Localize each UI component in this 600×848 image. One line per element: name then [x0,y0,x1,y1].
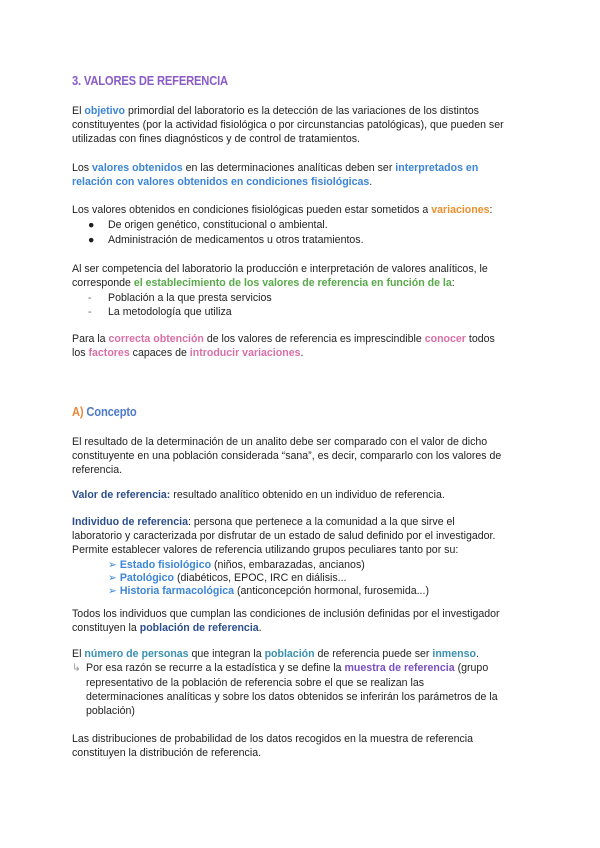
keyword-objetivo: objetivo [84,105,125,117]
paragraph-distribuciones: Las distribuciones de probabilidad de los datos recogidos en la muestra de referencia constituyen la distribución de referencia. [72,733,474,760]
keyword-variaciones: variaciones [431,204,490,216]
section-title-valores-referencia: 3. VALORES DE REFERENCIA [72,73,228,88]
paragraph-poblacion-referencia: Todos los individuos que cumplan las condiciones de inclusión definidas por el investigador constituyen la población de referencia. [72,608,500,635]
list-item: - La metodología que utiliza [88,306,232,318]
keyword-muestra-referencia: muestra de referencia [344,662,455,674]
paragraph-objetivo: El objetivo primordial del laboratorio es la detección de las variaciones de los distintos constituyentes (por la actividad fisiológica o por circunstancias patológicas), que pueden ser utilizadas con fines diagnósticos y de control de tratamientos. [72,105,504,146]
keyword-inmenso: inmenso [432,648,476,660]
return-arrow-icon: ↳ [72,662,81,674]
list-item: ➢ Patológico (diabéticos, EPOC, IRC en diálisis... [108,572,347,584]
keyword-relacion-condiciones: relación con valores obtenidos en condiciones fisiológicas [72,176,370,189]
keyword-poblacion-referencia: población de referencia [139,622,259,635]
paragraph-numero-personas: El número de personas que integran la población de referencia puede ser inmenso. [72,648,479,660]
paragraph-valores-obtenidos: Los valores obtenidos en las determinaciones analíticas deben ser interpretados en relación con valores obtenidos en condiciones fisiológicas. [72,162,479,189]
list-item: ● Administración de medicamentos u otros tratamientos. [88,234,364,246]
keyword-correcta-obtencion: correcta obtención [108,333,204,345]
list-item: ➢ Estado fisiológico (niños, embarazadas, ancianos) [108,559,365,571]
paragraph-competencia: Al ser competencia del laboratorio la producción e interpretación de valores analíticos, le corresponde el establecimiento de los valores de referencia en función de la: [72,263,488,290]
keyword-valores-obtenidos: valores obtenidos [92,162,183,174]
keyword-numero-personas: número de personas [84,648,189,660]
section-title-concepto: A) Concepto [72,404,137,419]
paragraph-individuo-referencia: Individuo de referencia: persona que pertenece a la comunidad a la que sirve el laboratorio y caracterizada por disfrutar de un estado de salud definido por el investigador. Permite establecer valores de referencia utilizando grupos peculiares tanto por su: [72,516,496,557]
sub-paragraph-muestra: ↳ Por esa razón se recurre a la estadística y se define la muestra de referencia (grupo [72,662,489,674]
paragraph-resultado: El resultado de la determinación de un analito debe ser comparado con el valor de dicho constituyente en una población considerada “sana”, es decir, compararlo con los valores de referencia. [72,436,502,477]
keyword-factores: factores [88,347,130,360]
keyword-valor-referencia: Valor de referencia: [72,489,171,501]
keyword-introducir-variaciones: introducir variaciones [189,347,301,360]
list-item: - Población a la que presta servicios [88,292,272,304]
list-item: ➢ Historia farmacológica (anticoncepción hormonal, furosemida...) [108,585,429,597]
sub-paragraph-continued: representativo de la población de referencia sobre el que se realizan las determinaciones analíticas y sobre los datos obtenidos se inferirán los parámetros de la población) [86,677,498,718]
paragraph-correcta-obtencion: Para la correcta obtención de los valores de referencia es imprescindible conocer todos los factores capaces de introducir variaciones. [72,333,495,360]
list-item: ● De origen genético, constitucional o ambiental. [88,219,328,231]
paragraph-valor-referencia: Valor de referencia: resultado analítico obtenido en un individuo de referencia. [72,489,445,501]
paragraph-variaciones: Los valores obtenidos en condiciones fisiológicas pueden estar sometidos a variaciones: [72,204,493,216]
keyword-establecimiento: el establecimiento de los valores de referencia en función de la [133,277,452,290]
keyword-individuo-referencia: Individuo de referencia [72,516,188,528]
keyword-interpretados: interpretados en [395,162,479,174]
keyword-conocer: conocer [424,333,466,345]
keyword-poblacion: población [264,648,315,660]
